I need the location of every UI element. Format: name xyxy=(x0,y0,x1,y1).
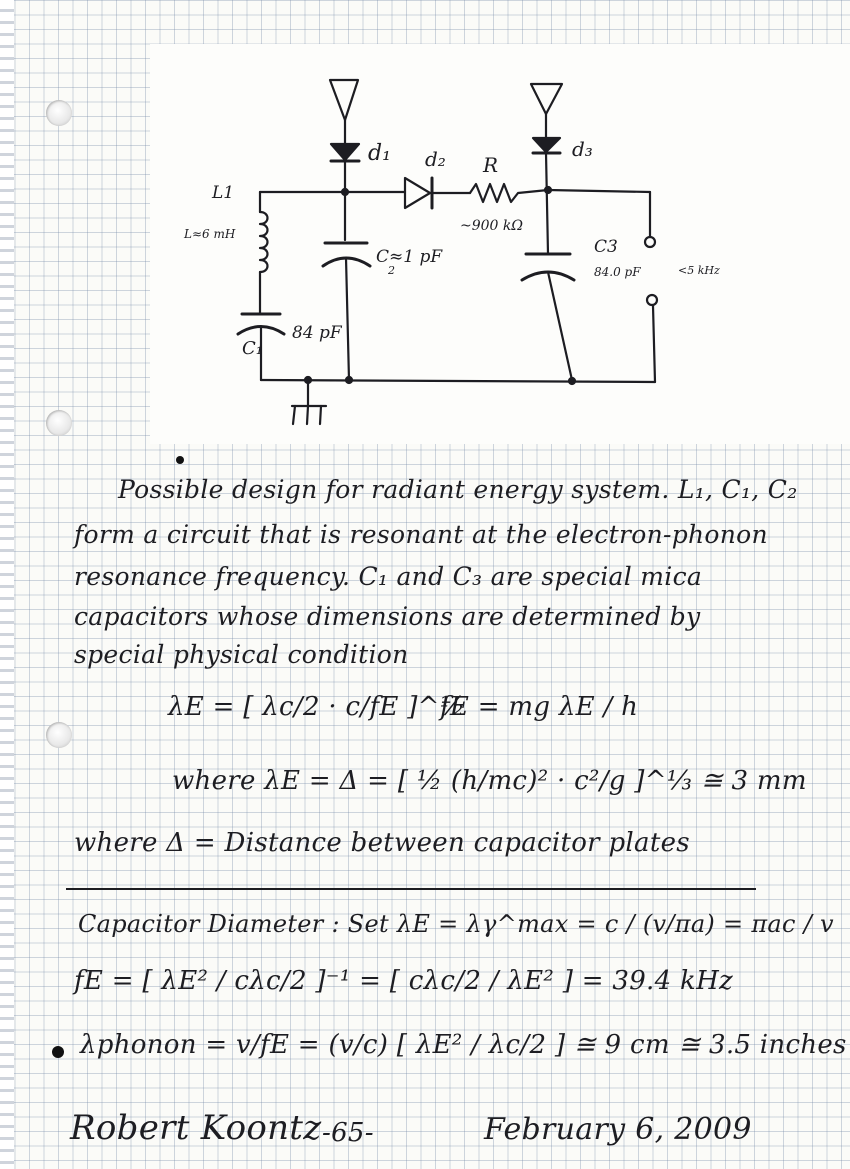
diode-d1-icon xyxy=(331,144,359,160)
equation-f-e: fE = mg λE / h xyxy=(440,692,639,722)
equation-where-lambda: where λE = Δ = [ ½ (h/mc)² · c²/g ]^⅓ ≅ 3 mm xyxy=(172,766,807,796)
label-d1: d₁ xyxy=(368,141,391,166)
equation-capacitor-diameter: Capacitor Diameter : Set λE = λγ^max = c / (v/πa) = πac / v xyxy=(78,910,834,938)
label-c3-value: 84.0 pF xyxy=(594,265,641,279)
punch-hole xyxy=(46,410,72,436)
page-number: -65- xyxy=(322,1118,374,1148)
label-c3: C3 xyxy=(594,237,618,257)
equation-lambda-phonon: λphonon = v/fE = (v/c) [ λE² / λc/2 ] ≅ 9 cm ≅ 3.5 inches xyxy=(80,1030,847,1060)
ink-dot xyxy=(176,456,184,464)
divider-rule xyxy=(66,888,756,890)
equation-where-delta: where Δ = Distance between capacitor plates xyxy=(74,828,690,858)
label-d2: d₂ xyxy=(425,147,446,171)
label-c1-value: 84 pF xyxy=(292,323,342,343)
punch-hole xyxy=(46,100,72,126)
circuit-diagram xyxy=(150,44,850,444)
paragraph-line-2: form a circuit that is resonant at the electron-phonon xyxy=(74,520,768,549)
output-terminal-icon xyxy=(645,237,655,247)
antenna-1-icon xyxy=(330,80,358,120)
label-r-value: ~900 kΩ xyxy=(460,218,523,234)
equation-f-e-value: fE = [ λE² / cλc/2 ]⁻¹ = [ cλc/2 / λE² ] = 39.4 kHz xyxy=(74,966,734,996)
notebook-binding-edge xyxy=(0,0,14,1169)
punch-hole xyxy=(46,722,72,748)
resistor-r-icon xyxy=(470,184,548,202)
bullet-dot xyxy=(52,1046,64,1058)
label-c2-sub: 2 xyxy=(388,264,395,277)
label-r: R xyxy=(483,153,499,177)
paragraph-line-1: Possible design for radiant energy system. L₁, C₁, C₂ xyxy=(118,475,798,504)
label-l1-value: L≈6 mH xyxy=(184,227,236,241)
author-signature: Robert Koontz xyxy=(70,1108,322,1148)
paragraph-line-4: capacitors whose dimensions are determined by xyxy=(74,602,701,631)
label-c1: C₁ xyxy=(242,338,263,359)
antenna-2-icon xyxy=(531,84,562,114)
output-terminal-icon xyxy=(647,295,657,305)
equation-lambda-e: λE = [ λc/2 · c/fE ]^½ xyxy=(168,692,466,722)
diode-d2-icon xyxy=(405,178,430,208)
diode-d3-icon xyxy=(533,138,560,152)
inductor-l1-icon xyxy=(260,212,268,272)
label-output-note: <5 kHz xyxy=(678,264,720,277)
date-text: February 6, 2009 xyxy=(484,1112,752,1147)
paragraph-line-5: special physical condition xyxy=(74,640,409,669)
label-d3: d₃ xyxy=(572,137,593,161)
label-c2: C≈1 pF xyxy=(376,247,443,267)
label-l1: L1 xyxy=(212,183,235,203)
paragraph-line-3: resonance frequency. C₁ and C₃ are special mica xyxy=(74,562,703,591)
